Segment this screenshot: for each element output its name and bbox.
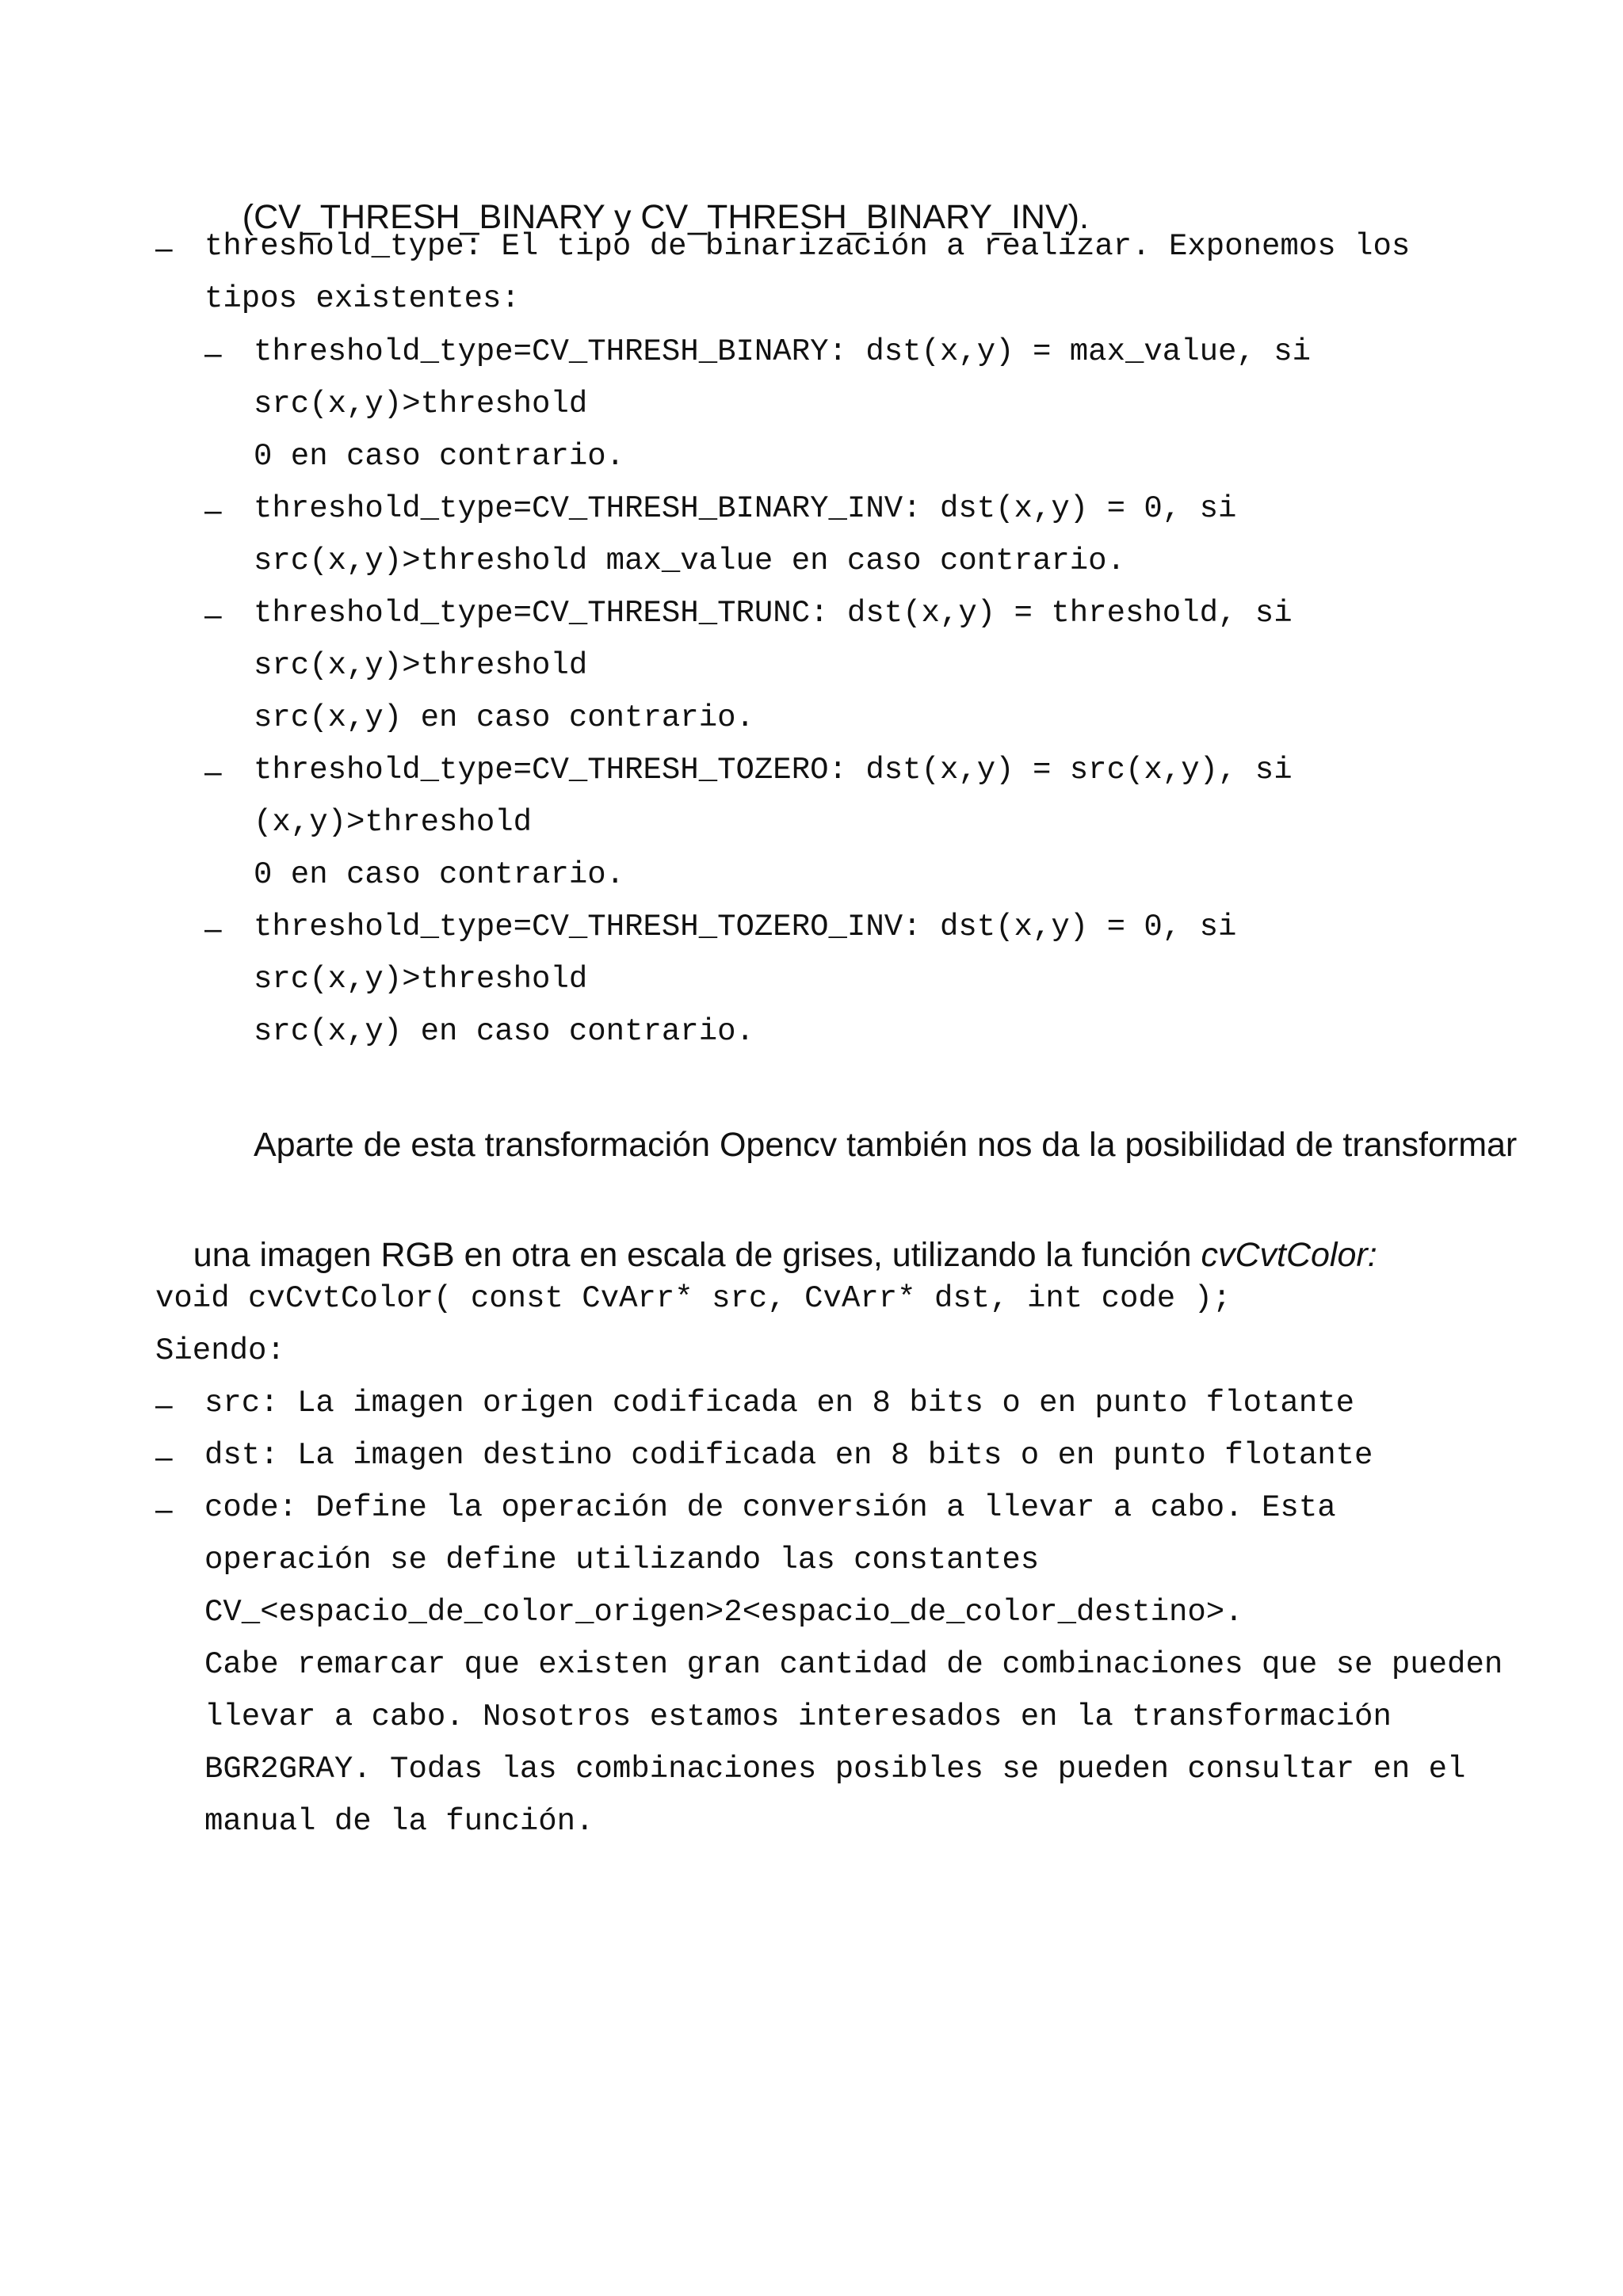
threshold-binary-inv-line1: threshold_type=CV_THRESH_BINARY_INV: dst(x,y) = 0, si [254, 491, 1237, 526]
siendo-label: Siendo: [155, 1333, 285, 1368]
threshold-binary-line2: src(x,y)>threshold [254, 387, 588, 421]
threshold-tozero-inv-line3: src(x,y) en caso contrario. [254, 1014, 754, 1049]
threshold-type-intro-line1: threshold_type: El tipo de binarización a realizar. Exponemos los [204, 229, 1411, 264]
param-code-line7: manual de la función. [204, 1804, 594, 1839]
paragraph-line1: Aparte de esta transformación Opencv también nos da la posibilidad de transformar [254, 1126, 1518, 1164]
threshold-binary-line3: 0 en caso contrario. [254, 439, 625, 474]
threshold-trunc-line1: threshold_type=CV_THRESH_TRUNC: dst(x,y) = threshold, si [254, 596, 1293, 631]
threshold-tozero-line2: (x,y)>threshold [254, 805, 533, 840]
list-dash: – [204, 755, 222, 789]
param-code-line3: CV_<espacio_de_color_origen>2<espacio_de_color_destino>. [204, 1595, 1243, 1630]
param-dst-line1: dst: La imagen destino codificada en 8 bits o en punto flotante [204, 1438, 1373, 1473]
function-name-italic: cvCvtColor: [1201, 1236, 1377, 1274]
list-dash: – [204, 337, 222, 371]
param-src-line1: src: La imagen origen codificada en 8 bits o en punto flotante [204, 1386, 1355, 1421]
threshold-tozero-inv-line2: src(x,y)>threshold [254, 962, 588, 997]
list-dash: – [204, 912, 222, 946]
code-signature: void cvCvtColor( const CvArr* src, CvArr* dst, int code ); [155, 1281, 1232, 1316]
threshold-tozero-inv-line1: threshold_type=CV_THRESH_TOZERO_INV: dst(x,y) = 0, si [254, 910, 1237, 944]
threshold-tozero-line3: 0 en caso contrario. [254, 857, 625, 892]
list-dash: – [155, 1493, 173, 1527]
list-dash: – [155, 1388, 173, 1422]
list-dash: – [155, 1440, 173, 1474]
threshold-binary-inv-line2: src(x,y)>threshold max_value en caso contrario. [254, 543, 1125, 578]
param-code-line5: llevar a cabo. Nosotros estamos interesados en la transformación [204, 1699, 1392, 1734]
continuation-text: (CV_THRESH_BINARY y CV_THRESH_BINARY_INV). [242, 198, 1089, 236]
list-dash: – [204, 598, 222, 632]
threshold-trunc-line2: src(x,y)>threshold [254, 648, 588, 683]
param-code-line2: operación se define utilizando las constantes [204, 1543, 1040, 1577]
param-code-line1: code: Define la operación de conversión a llevar a cabo. Esta [204, 1490, 1336, 1525]
threshold-tozero-line1: threshold_type=CV_THRESH_TOZERO: dst(x,y) = src(x,y), si [254, 753, 1293, 788]
threshold-type-intro-line2: tipos existentes: [204, 281, 520, 316]
param-code-line6: BGR2GRAY. Todas las combinaciones posibles se pueden consultar en el [204, 1752, 1466, 1787]
threshold-trunc-line3: src(x,y) en caso contrario. [254, 700, 754, 735]
paragraph-line2-text: una imagen RGB en otra en escala de grises, utilizando la función [193, 1236, 1201, 1274]
param-code-line4: Cabe remarcar que existen gran cantidad de combinaciones que se pueden [204, 1647, 1503, 1682]
list-dash: – [204, 494, 222, 528]
list-dash: – [155, 231, 173, 265]
threshold-binary-line1: threshold_type=CV_THRESH_BINARY: dst(x,y) = max_value, si [254, 334, 1312, 369]
